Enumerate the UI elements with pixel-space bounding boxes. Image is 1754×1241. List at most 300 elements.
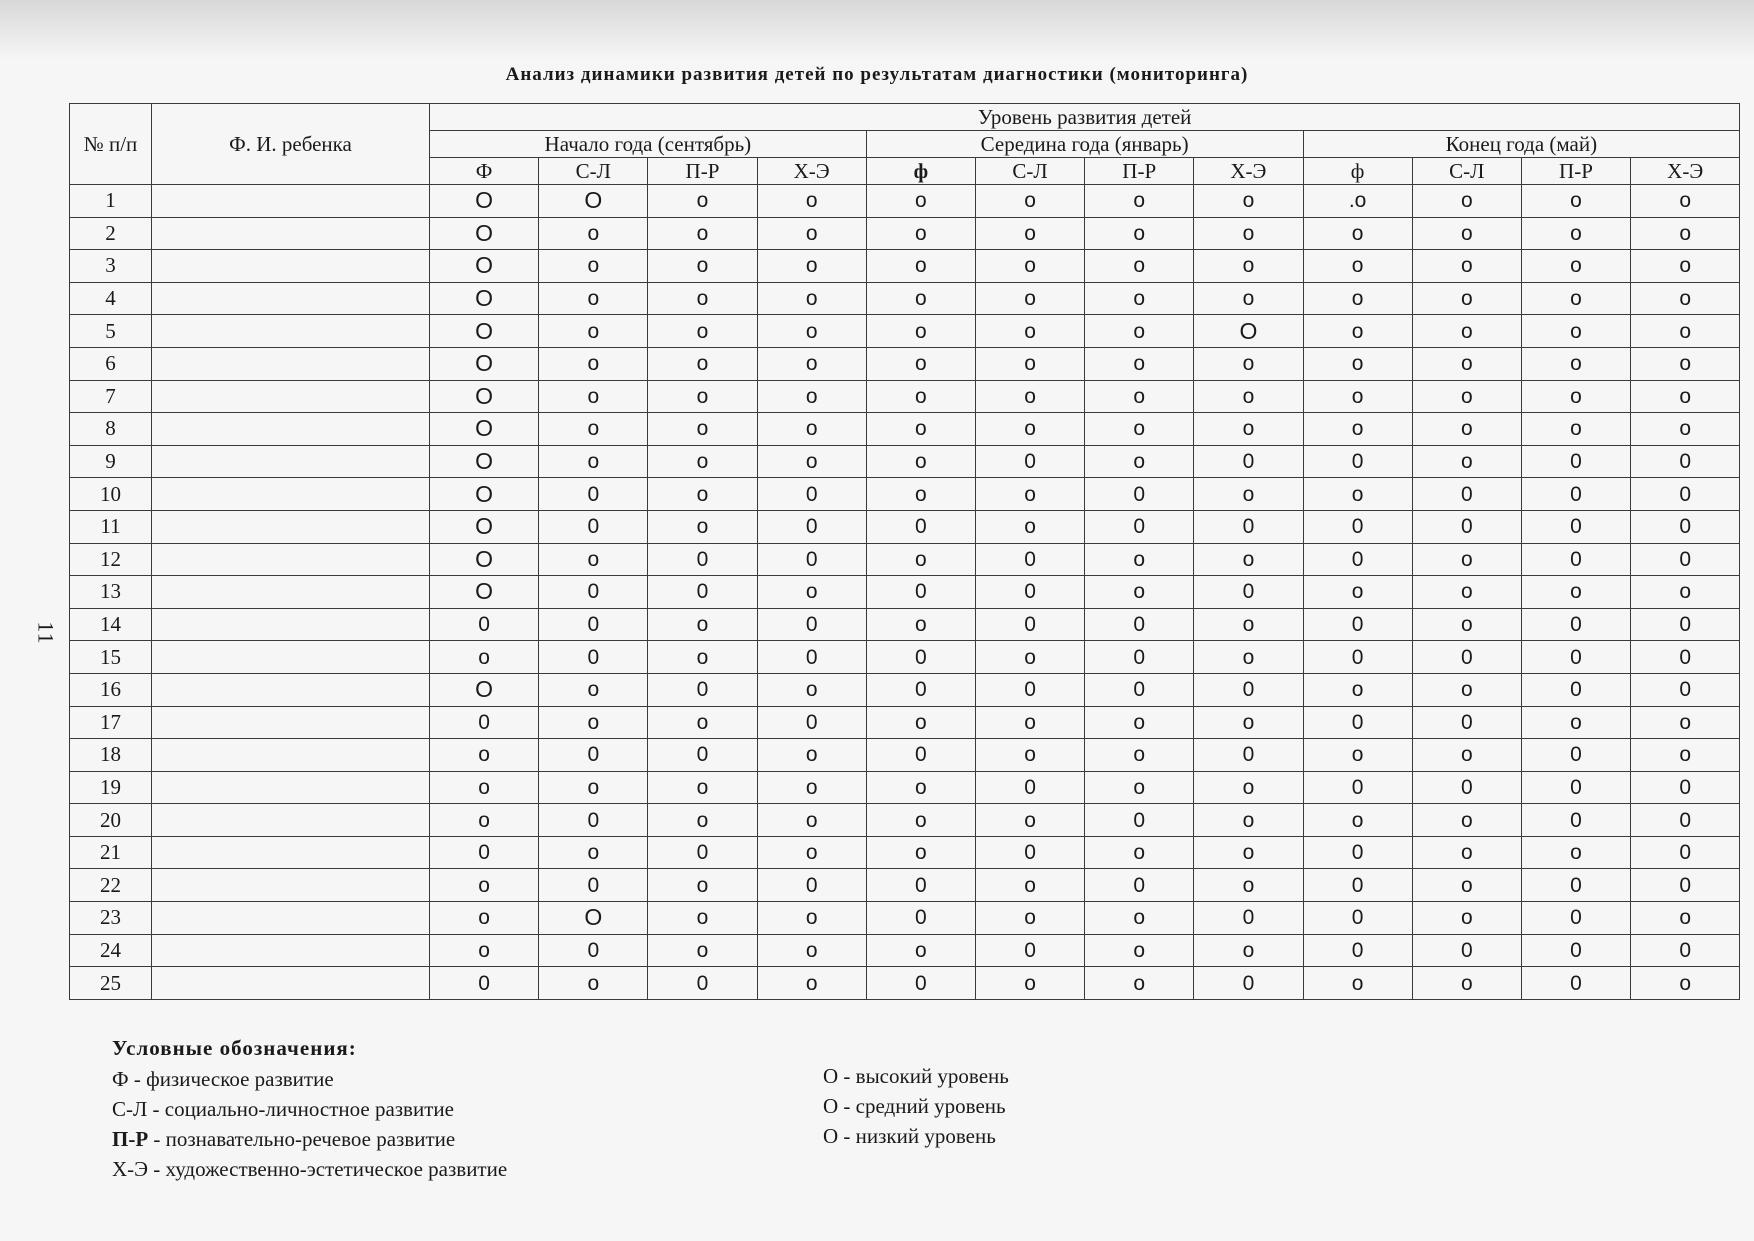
level-mark: o bbox=[648, 934, 757, 967]
level-mark: 0 bbox=[1303, 641, 1412, 674]
level-mark: o bbox=[975, 347, 1084, 380]
level-mark: o bbox=[757, 413, 866, 446]
level-mark: o bbox=[757, 445, 866, 478]
level-mark: o bbox=[1631, 217, 1740, 250]
level-mark: 0 bbox=[1631, 445, 1740, 478]
level-mark: 0 bbox=[1631, 608, 1740, 641]
level-mark: 0 bbox=[648, 576, 757, 609]
table-row bbox=[70, 185, 1740, 218]
level-mark: o bbox=[1085, 185, 1194, 218]
legend-item: Х-Э - художественно-эстетическое развитие bbox=[112, 1157, 508, 1181]
level-mark: O bbox=[430, 282, 539, 315]
level-mark: o bbox=[757, 902, 866, 935]
level-mark: o bbox=[1194, 347, 1303, 380]
level-mark: o bbox=[539, 347, 648, 380]
level-mark: 0 bbox=[1303, 836, 1412, 869]
level-mark: 0 bbox=[866, 967, 975, 1000]
level-mark: 0 bbox=[1631, 673, 1740, 706]
page-number: 11 bbox=[33, 621, 59, 645]
child-name-cell bbox=[152, 347, 430, 380]
level-mark: 0 bbox=[757, 608, 866, 641]
level-mark: o bbox=[866, 706, 975, 739]
level-mark: O bbox=[430, 250, 539, 283]
level-mark: O bbox=[539, 902, 648, 935]
header-sub-column: П-Р bbox=[648, 158, 757, 185]
level-mark: o bbox=[866, 413, 975, 446]
level-mark: 0 bbox=[757, 478, 866, 511]
level-mark: o bbox=[1303, 250, 1412, 283]
level-mark: o bbox=[1085, 967, 1194, 1000]
level-mark: o bbox=[1085, 771, 1194, 804]
level-mark: 0 bbox=[1412, 706, 1521, 739]
level-mark: o bbox=[1303, 315, 1412, 348]
level-mark: o bbox=[866, 217, 975, 250]
level-mark: 0 bbox=[1194, 902, 1303, 935]
level-mark: 0 bbox=[1631, 641, 1740, 674]
level-mark: o bbox=[1085, 543, 1194, 576]
level-mark: o bbox=[1412, 380, 1521, 413]
level-mark: 0 bbox=[1631, 804, 1740, 837]
row-number: 22 bbox=[70, 869, 152, 902]
level-mark: o bbox=[539, 217, 648, 250]
level-mark: o bbox=[1194, 608, 1303, 641]
level-mark: 0 bbox=[1412, 934, 1521, 967]
level-mark: o bbox=[648, 641, 757, 674]
level-mark: 0 bbox=[866, 673, 975, 706]
level-mark: 0 bbox=[1303, 771, 1412, 804]
level-mark: o bbox=[1412, 217, 1521, 250]
level-mark: o bbox=[1303, 967, 1412, 1000]
header-period-end: Конец года (май) bbox=[1303, 131, 1740, 158]
child-name-cell bbox=[152, 380, 430, 413]
level-mark: 0 bbox=[1521, 673, 1630, 706]
level-mark: 0 bbox=[1085, 869, 1194, 902]
level-mark: o bbox=[1194, 804, 1303, 837]
table-row bbox=[70, 739, 1740, 772]
level-mark: 0 bbox=[1303, 934, 1412, 967]
level-mark: 0 bbox=[1521, 902, 1630, 935]
table-row bbox=[70, 315, 1740, 348]
level-mark: O bbox=[430, 185, 539, 218]
level-mark: o bbox=[648, 608, 757, 641]
level-mark: o bbox=[648, 902, 757, 935]
level-mark: 0 bbox=[1303, 608, 1412, 641]
level-mark: o bbox=[1412, 608, 1521, 641]
level-mark: o bbox=[1412, 413, 1521, 446]
level-mark: o bbox=[1085, 413, 1194, 446]
level-mark: 0 bbox=[866, 869, 975, 902]
development-table bbox=[69, 103, 1740, 1000]
level-mark: 0 bbox=[539, 478, 648, 511]
row-number: 2 bbox=[70, 217, 152, 250]
table-row bbox=[70, 804, 1740, 837]
level-mark: o bbox=[1412, 869, 1521, 902]
level-mark: o bbox=[648, 250, 757, 283]
header-sub-column: Х-Э bbox=[1631, 158, 1740, 185]
level-mark: o bbox=[757, 217, 866, 250]
level-mark: o bbox=[1631, 413, 1740, 446]
level-mark: 0 bbox=[539, 934, 648, 967]
header-sub-column: Ф bbox=[430, 158, 539, 185]
level-mark: 0 bbox=[648, 967, 757, 1000]
child-name-cell bbox=[152, 413, 430, 446]
table-row bbox=[70, 510, 1740, 543]
level-mark: O bbox=[430, 413, 539, 446]
level-mark: o bbox=[1194, 836, 1303, 869]
level-mark: o bbox=[975, 706, 1084, 739]
level-mark: o bbox=[1085, 315, 1194, 348]
level-mark: 0 bbox=[1412, 510, 1521, 543]
level-mark: o bbox=[975, 413, 1084, 446]
level-mark: o bbox=[648, 185, 757, 218]
level-mark: o bbox=[648, 315, 757, 348]
level-mark: o bbox=[1303, 576, 1412, 609]
level-mark: 0 bbox=[1631, 543, 1740, 576]
level-mark: o bbox=[1194, 934, 1303, 967]
level-mark: o bbox=[866, 282, 975, 315]
level-mark: o bbox=[1521, 380, 1630, 413]
level-mark: 0 bbox=[1521, 478, 1630, 511]
level-mark: 0 bbox=[430, 836, 539, 869]
level-mark: o bbox=[430, 804, 539, 837]
level-mark: 0 bbox=[648, 543, 757, 576]
level-mark: o bbox=[539, 250, 648, 283]
table-row bbox=[70, 347, 1740, 380]
level-mark: o bbox=[1412, 315, 1521, 348]
level-mark: 0 bbox=[1194, 445, 1303, 478]
level-low: О - низкий уровень bbox=[823, 1124, 996, 1148]
level-mark: o bbox=[1194, 185, 1303, 218]
table-row bbox=[70, 673, 1740, 706]
level-mark: 0 bbox=[975, 576, 1084, 609]
level-mark: o bbox=[757, 934, 866, 967]
level-mark: o bbox=[430, 641, 539, 674]
table-row bbox=[70, 608, 1740, 641]
level-mark: o bbox=[1521, 576, 1630, 609]
level-medium: О - средний уровень bbox=[823, 1094, 1006, 1118]
level-mark: o bbox=[975, 739, 1084, 772]
level-mark: o bbox=[1303, 673, 1412, 706]
child-name-cell bbox=[152, 250, 430, 283]
table-row bbox=[70, 706, 1740, 739]
table-row bbox=[70, 641, 1740, 674]
level-mark: o bbox=[975, 869, 1084, 902]
table-row bbox=[70, 771, 1740, 804]
level-mark: 0 bbox=[430, 706, 539, 739]
child-name-cell bbox=[152, 282, 430, 315]
child-name-cell bbox=[152, 771, 430, 804]
row-number: 17 bbox=[70, 706, 152, 739]
level-mark: O bbox=[430, 217, 539, 250]
level-mark: o bbox=[539, 706, 648, 739]
child-name-cell bbox=[152, 869, 430, 902]
level-mark: o bbox=[539, 413, 648, 446]
level-mark: o bbox=[1085, 706, 1194, 739]
level-mark: o bbox=[430, 902, 539, 935]
level-mark: 0 bbox=[975, 608, 1084, 641]
level-mark: 0 bbox=[1631, 934, 1740, 967]
header-sub-column: Х-Э bbox=[1194, 158, 1303, 185]
header-sub-column: П-Р bbox=[1521, 158, 1630, 185]
level-mark: 0 bbox=[430, 967, 539, 1000]
level-mark: o bbox=[430, 934, 539, 967]
row-number: 23 bbox=[70, 902, 152, 935]
child-name-cell bbox=[152, 576, 430, 609]
level-mark: 0 bbox=[1303, 869, 1412, 902]
level-mark: o bbox=[648, 510, 757, 543]
level-mark: o bbox=[539, 380, 648, 413]
row-number: 25 bbox=[70, 967, 152, 1000]
level-mark: o bbox=[757, 739, 866, 772]
level-mark: 0 bbox=[1194, 576, 1303, 609]
level-mark: o bbox=[1521, 413, 1630, 446]
row-number: 12 bbox=[70, 543, 152, 576]
table-row bbox=[70, 902, 1740, 935]
level-mark: 0 bbox=[1521, 771, 1630, 804]
level-mark: o bbox=[866, 478, 975, 511]
level-mark: O bbox=[430, 380, 539, 413]
level-mark: 0 bbox=[866, 576, 975, 609]
level-mark: 0 bbox=[1412, 641, 1521, 674]
level-mark: o bbox=[975, 315, 1084, 348]
level-mark: o bbox=[1085, 250, 1194, 283]
level-mark: o bbox=[1303, 282, 1412, 315]
header-level: Уровень развития детей bbox=[430, 104, 1740, 131]
row-number: 13 bbox=[70, 576, 152, 609]
level-mark: o bbox=[975, 185, 1084, 218]
level-mark: o bbox=[866, 380, 975, 413]
level-mark: o bbox=[1303, 413, 1412, 446]
level-mark: 0 bbox=[975, 934, 1084, 967]
level-mark: o bbox=[648, 869, 757, 902]
child-name-cell bbox=[152, 706, 430, 739]
level-mark: o bbox=[648, 217, 757, 250]
child-name-cell bbox=[152, 967, 430, 1000]
level-mark: o bbox=[1412, 282, 1521, 315]
level-mark: o bbox=[1085, 217, 1194, 250]
level-mark: o bbox=[1631, 315, 1740, 348]
level-mark: 0 bbox=[866, 641, 975, 674]
level-mark: 0 bbox=[1631, 771, 1740, 804]
level-mark: o bbox=[1303, 380, 1412, 413]
level-mark: o bbox=[975, 902, 1084, 935]
level-mark: 0 bbox=[1631, 836, 1740, 869]
level-mark: o bbox=[866, 315, 975, 348]
level-mark: o bbox=[430, 771, 539, 804]
level-mark: O bbox=[430, 347, 539, 380]
child-name-cell bbox=[152, 445, 430, 478]
row-number: 16 bbox=[70, 673, 152, 706]
level-mark: o bbox=[1412, 576, 1521, 609]
level-mark: 0 bbox=[975, 543, 1084, 576]
row-number: 15 bbox=[70, 641, 152, 674]
level-mark: o bbox=[1194, 543, 1303, 576]
level-mark: o bbox=[866, 445, 975, 478]
child-name-cell bbox=[152, 934, 430, 967]
level-mark: 0 bbox=[1521, 967, 1630, 1000]
level-mark: o bbox=[1521, 185, 1630, 218]
level-mark: o bbox=[1631, 706, 1740, 739]
level-mark: 0 bbox=[539, 608, 648, 641]
level-mark: o bbox=[1194, 641, 1303, 674]
level-mark: 0 bbox=[430, 608, 539, 641]
child-name-cell bbox=[152, 641, 430, 674]
level-mark: O bbox=[430, 315, 539, 348]
level-mark: o bbox=[1194, 282, 1303, 315]
level-mark: o bbox=[1303, 739, 1412, 772]
row-number: 18 bbox=[70, 739, 152, 772]
level-mark: o bbox=[1194, 250, 1303, 283]
level-mark: O bbox=[430, 673, 539, 706]
level-mark: o bbox=[975, 380, 1084, 413]
level-mark: o bbox=[866, 347, 975, 380]
child-name-cell bbox=[152, 902, 430, 935]
level-mark: o bbox=[1631, 347, 1740, 380]
level-mark: o bbox=[648, 413, 757, 446]
row-number: 24 bbox=[70, 934, 152, 967]
level-mark: 0 bbox=[1521, 641, 1630, 674]
level-mark: o bbox=[1194, 380, 1303, 413]
table-row bbox=[70, 836, 1740, 869]
level-mark: o bbox=[1085, 380, 1194, 413]
level-mark: 0 bbox=[539, 510, 648, 543]
level-mark: o bbox=[1085, 739, 1194, 772]
level-mark: O bbox=[430, 478, 539, 511]
level-mark: o bbox=[1631, 282, 1740, 315]
level-mark: 0 bbox=[1521, 739, 1630, 772]
level-mark: o bbox=[1412, 739, 1521, 772]
level-mark: 0 bbox=[1194, 739, 1303, 772]
table-row bbox=[70, 934, 1740, 967]
level-mark: 0 bbox=[1085, 641, 1194, 674]
level-mark: o bbox=[539, 673, 648, 706]
level-mark: o bbox=[1194, 706, 1303, 739]
level-mark: o bbox=[539, 445, 648, 478]
level-mark: o bbox=[1521, 836, 1630, 869]
level-mark: o bbox=[1194, 771, 1303, 804]
header-num: № п/п bbox=[70, 104, 152, 185]
header-sub-column: ф bbox=[866, 158, 975, 185]
level-mark: o bbox=[539, 282, 648, 315]
header-sub-column: С-Л bbox=[1412, 158, 1521, 185]
child-name-cell bbox=[152, 836, 430, 869]
level-mark: o bbox=[757, 315, 866, 348]
child-name-cell bbox=[152, 608, 430, 641]
level-mark: o bbox=[1631, 902, 1740, 935]
level-mark: O bbox=[430, 510, 539, 543]
level-mark: o bbox=[1631, 185, 1740, 218]
child-name-cell bbox=[152, 739, 430, 772]
level-mark: o bbox=[1194, 869, 1303, 902]
page-title: Анализ динамики развития детей по результатам диагностики (мониторинга) bbox=[505, 64, 1249, 85]
table-row bbox=[70, 445, 1740, 478]
level-mark: o bbox=[1085, 445, 1194, 478]
level-mark: O bbox=[430, 543, 539, 576]
level-mark: o bbox=[866, 804, 975, 837]
level-mark: o bbox=[757, 804, 866, 837]
level-mark: o bbox=[1521, 217, 1630, 250]
level-mark: o bbox=[648, 478, 757, 511]
row-number: 14 bbox=[70, 608, 152, 641]
level-mark: 0 bbox=[1631, 869, 1740, 902]
level-mark: 0 bbox=[1303, 510, 1412, 543]
child-name-cell bbox=[152, 478, 430, 511]
level-mark: o bbox=[1085, 347, 1194, 380]
level-mark: 0 bbox=[1521, 869, 1630, 902]
level-mark: O bbox=[1194, 315, 1303, 348]
level-mark: 0 bbox=[1521, 804, 1630, 837]
table-row bbox=[70, 576, 1740, 609]
level-mark: 0 bbox=[975, 445, 1084, 478]
header-sub-column: П-Р bbox=[1085, 158, 1194, 185]
level-mark: o bbox=[975, 250, 1084, 283]
legend-title: Условные обозначения: bbox=[112, 1036, 357, 1060]
level-mark: 0 bbox=[648, 836, 757, 869]
level-mark: o bbox=[866, 934, 975, 967]
level-mark: o bbox=[539, 771, 648, 804]
level-mark: o bbox=[757, 967, 866, 1000]
level-mark: 0 bbox=[1521, 510, 1630, 543]
level-mark: o bbox=[1412, 250, 1521, 283]
level-mark: o bbox=[1521, 706, 1630, 739]
level-mark: o bbox=[1412, 836, 1521, 869]
level-mark: o bbox=[1631, 739, 1740, 772]
level-mark: 0 bbox=[757, 510, 866, 543]
level-mark: o bbox=[1303, 478, 1412, 511]
level-mark: o bbox=[1085, 902, 1194, 935]
level-mark: O bbox=[539, 185, 648, 218]
row-number: 11 bbox=[70, 510, 152, 543]
level-mark: 0 bbox=[1412, 478, 1521, 511]
level-mark: o bbox=[1631, 380, 1740, 413]
child-name-cell bbox=[152, 217, 430, 250]
level-mark: 0 bbox=[1412, 771, 1521, 804]
level-mark: o bbox=[866, 543, 975, 576]
levels-legend bbox=[823, 1064, 1009, 1154]
level-mark: o bbox=[1085, 576, 1194, 609]
level-mark: 0 bbox=[1085, 608, 1194, 641]
child-name-cell bbox=[152, 315, 430, 348]
level-mark: o bbox=[757, 771, 866, 804]
child-name-cell bbox=[152, 185, 430, 218]
level-mark: o bbox=[975, 804, 1084, 837]
row-number: 21 bbox=[70, 836, 152, 869]
level-mark: o bbox=[648, 804, 757, 837]
level-mark: 0 bbox=[539, 804, 648, 837]
level-mark: o bbox=[648, 380, 757, 413]
child-name-cell bbox=[152, 543, 430, 576]
level-mark: 0 bbox=[757, 869, 866, 902]
level-mark: 0 bbox=[539, 641, 648, 674]
level-mark: o bbox=[1631, 250, 1740, 283]
legend-item: Ф - физическое развитие bbox=[112, 1067, 334, 1091]
level-mark: o bbox=[430, 869, 539, 902]
level-mark: o bbox=[1412, 185, 1521, 218]
level-mark: o bbox=[757, 185, 866, 218]
row-number: 4 bbox=[70, 282, 152, 315]
level-mark: 0 bbox=[1631, 510, 1740, 543]
level-mark: o bbox=[648, 445, 757, 478]
child-name-cell bbox=[152, 804, 430, 837]
level-mark: 0 bbox=[866, 739, 975, 772]
level-mark: o bbox=[1194, 413, 1303, 446]
scan-shadow bbox=[0, 0, 1754, 60]
level-mark: 0 bbox=[1303, 706, 1412, 739]
level-mark: o bbox=[866, 771, 975, 804]
level-mark: o bbox=[648, 282, 757, 315]
level-mark: 0 bbox=[757, 706, 866, 739]
level-mark: o bbox=[975, 510, 1084, 543]
